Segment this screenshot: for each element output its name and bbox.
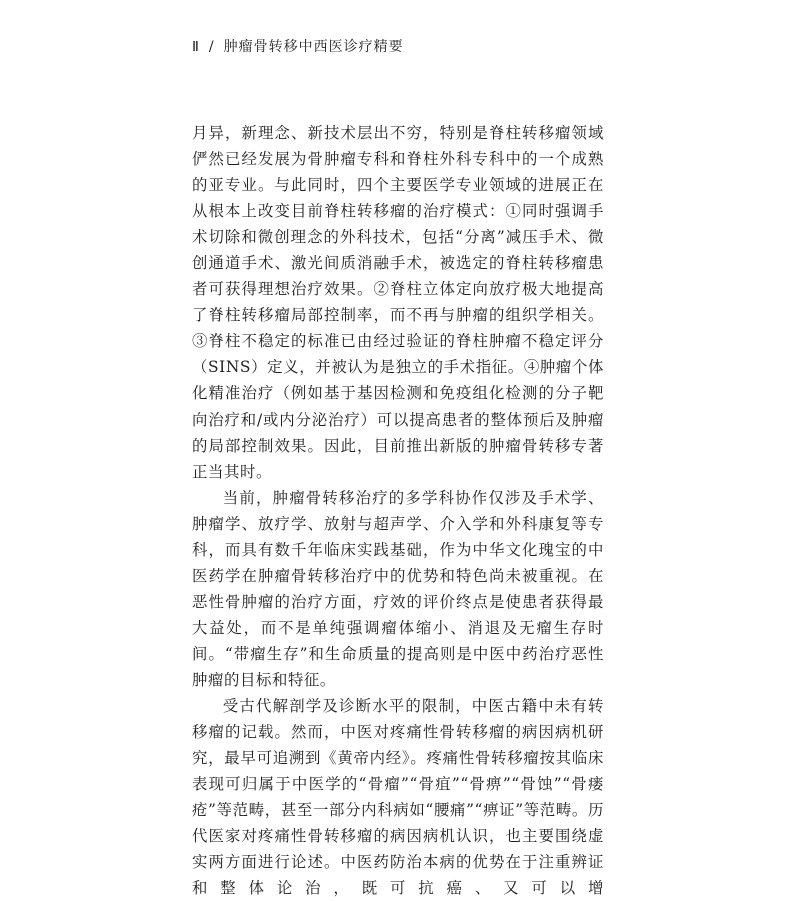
paragraph-2: 当前，肿瘤骨转移治疗的多学科协作仅涉及手术学、肿瘤学、放疗学、放射与超声学、介入学和外科康复等专科，而具有数千年临床实践基础，作为中华文化瑰宝的中医药学在肿瘤骨转移治疗中的优势和特色尚未被重视。在恶性骨肿瘤的治疗方面，疗效的评价终点是使患者获得最大益处，而不是单纯强调瘤体缩小、消退及无瘤生存时间。“带瘤生存”和生命质量的提高则是中医中药治疗恶性肿瘤的目标和特征。 [192,488,604,689]
page-number: Ⅱ [192,40,200,55]
running-header [192,36,404,56]
body-text [192,120,604,901]
book-title: 肿瘤骨转移中西医诊疗精要 [223,39,404,55]
header-separator: / [208,39,215,55]
paragraph-1: 月异，新理念、新技术层出不穷，特别是脊柱转移瘤领域俨然已经发展为骨肿瘤专科和脊柱外科专科中的一个成熟的亚专业。与此同时，四个主要医学专业领域的进展正在从根本上改变目前脊柱转移瘤的治疗模式：①同时强调手术切除和微创理念的外科技术，包括“分离”减压手术、微创通道手术、激光间质消融手术，被选定的脊柱转移瘤患者可获得理想治疗效果。②脊柱立体定向放疗极大地提高了脊柱转移瘤局部控制率，而不再与肿瘤的组织学相关。③脊柱不稳定的标准已由经过验证的脊柱肿瘤不稳定评分（SINS）定义，并被认为是独立的手术指征。④肿瘤个体化精准治疗（例如基于基因检测和免疫组化检测的分子靶向治疗和/或内分泌治疗）可以提高患者的整体预后及肿瘤的局部控制效果。因此，目前推出新版的肿瘤骨转移专著正当其时。 [192,124,604,481]
paragraph-3: 受古代解剖学及诊断水平的限制，中医古籍中未有转移瘤的记载。然而，中医对疼痛性骨转移瘤的病因病机研究，最早可追溯到《黄帝内经》。疼痛性骨转移瘤按其临床表现可归属于中医学的“骨瘤”“骨疽”“骨痹”“骨蚀”“骨瘘疮”等范畴，甚至一部分内科病如“腰痛”“痹证”等范畴。历代医家对疼痛性骨转移瘤的病因病机认识，也主要围绕虚实两方面进行论述。中医药防治本病的优势在于注重辨证和整体论治，既可抗癌、又可以增 [192,697,604,898]
